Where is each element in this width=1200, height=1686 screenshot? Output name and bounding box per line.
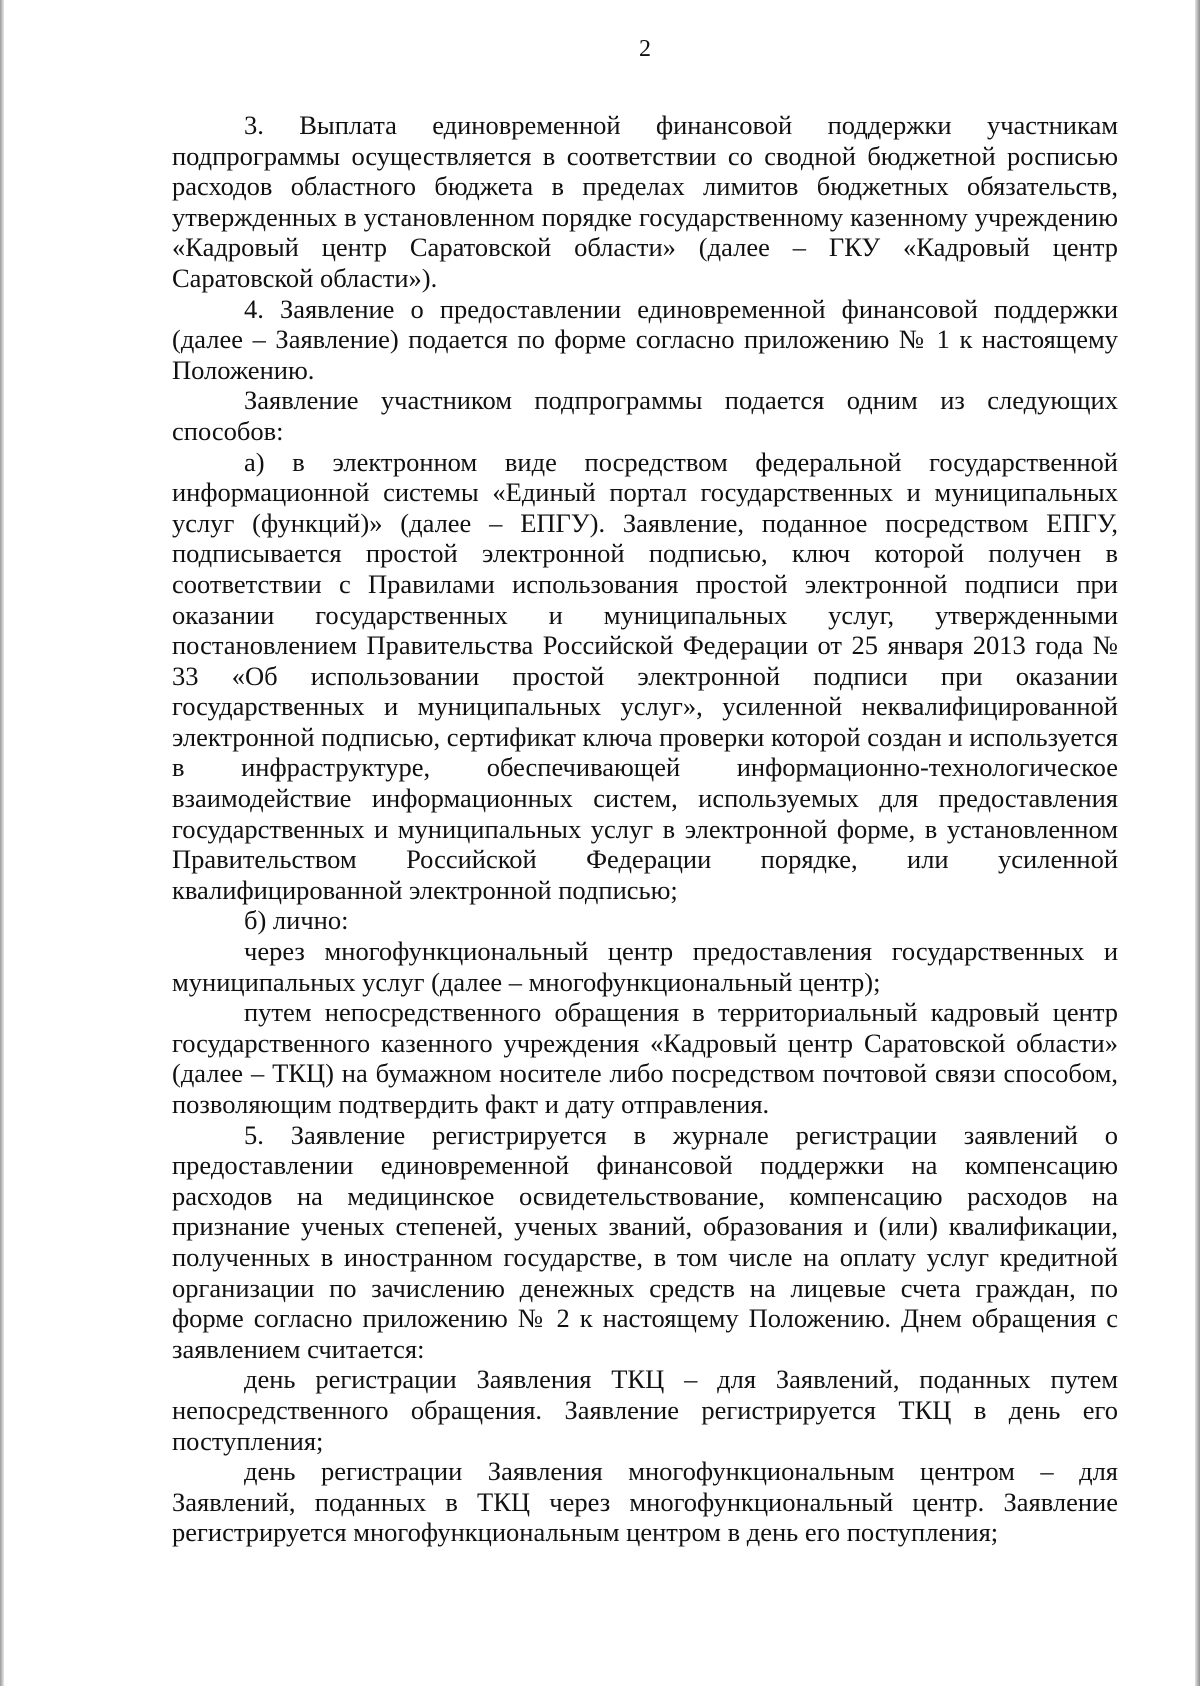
paragraph-a-electronic: а) в электронном виде посредством федеральной государственной информационной системы «Единый портал государственных и муниципальных услуг (функций)» (далее – ЕПГУ). Заявление, поданное посредством ЕПГУ, подписывается простой электронной подписью, ключ которой получен в соответствии с Правилами использования простой электронной подписи при оказании государственных и муниципальных услуг, утвержденными постановлением Правительства Российской Федерации от 25 января 2013 года № 33 «Об использовании простой электронной подписи при оказании государственных и муниципальных услуг», усиленной неквалифицированной электронной подписью, сертификат ключа проверки которой создан и используется в инфраструктуре, обеспечивающей информационно-технологическое взаимодействие информационных систем, используемых для предоставления государственных и муниципальных услуг в электронной форме, в установленном Правительством Российской Федерации порядке, или усиленной квалифицированной электронной подписью; <box>172 446 1118 905</box>
paragraph-tkc-registration-day: день регистрации Заявления ТКЦ – для Заявлений, поданных путем непосредственного обращения. Заявление регистрируется ТКЦ в день его поступления; <box>172 1364 1118 1456</box>
scan-edge-left <box>0 0 4 1686</box>
paragraph-direct-appeal: путем непосредственного обращения в территориальный кадровый центр государственного казенного учреждения «Кадровый центр Саратовской области» (далее – ТКЦ) на бумажном носителе либо посредством почтовой связи способом, позволяющим подтвердить факт и дату отправления. <box>172 997 1118 1119</box>
scan-edge-right <box>1195 0 1200 1686</box>
paragraph-3-payment: 3. Выплата единовременной финансовой поддержки участникам подпрограммы осуществляется в соответствии со сводной бюджетной росписью расходов областного бюджета в пределах лимитов бюджетных обязательств, утвержденных в установленном порядке государственному казенному учреждению «Кадровый центр Саратовской области» (далее – ГКУ «Кадровый центр Саратовской области»). <box>172 110 1118 293</box>
paragraph-mfc: через многофункциональный центр предоставления государственных и муниципальных услуг (далее – многофункциональный центр); <box>172 936 1118 997</box>
document-body <box>172 110 1118 1548</box>
paragraph-submission-methods: Заявление участником подпрограммы подается одним из следующих способов: <box>172 385 1118 446</box>
paragraph-mfc-registration-day: день регистрации Заявления многофункциональным центром – для Заявлений, поданных в ТКЦ через многофункциональный центр. Заявление регистрируется многофункциональным центром в день его поступления; <box>172 1456 1118 1548</box>
paragraph-b-in-person: б) лично: <box>244 905 349 936</box>
paragraph-5-registration: 5. Заявление регистрируется в журнале регистрации заявлений о предоставлении единовременной финансовой поддержки на компенсацию расходов на медицинское освидетельствование, компенсацию расходов на признание ученых степеней, ученых званий, образования и (или) квалификации, полученных в иностранном государстве, в том числе на оплату услуг кредитной организации по зачислению денежных средств на лицевые счета граждан, по форме согласно приложению № 2 к настоящему Положению. Днем обращения с заявлением считается: <box>172 1119 1118 1364</box>
paragraph-4-application: 4. Заявление о предоставлении единовременной финансовой поддержки (далее – Заявление) подается по форме согласно приложению № 1 к настоящему Положению. <box>172 293 1118 385</box>
page-number: 2 <box>639 36 651 62</box>
